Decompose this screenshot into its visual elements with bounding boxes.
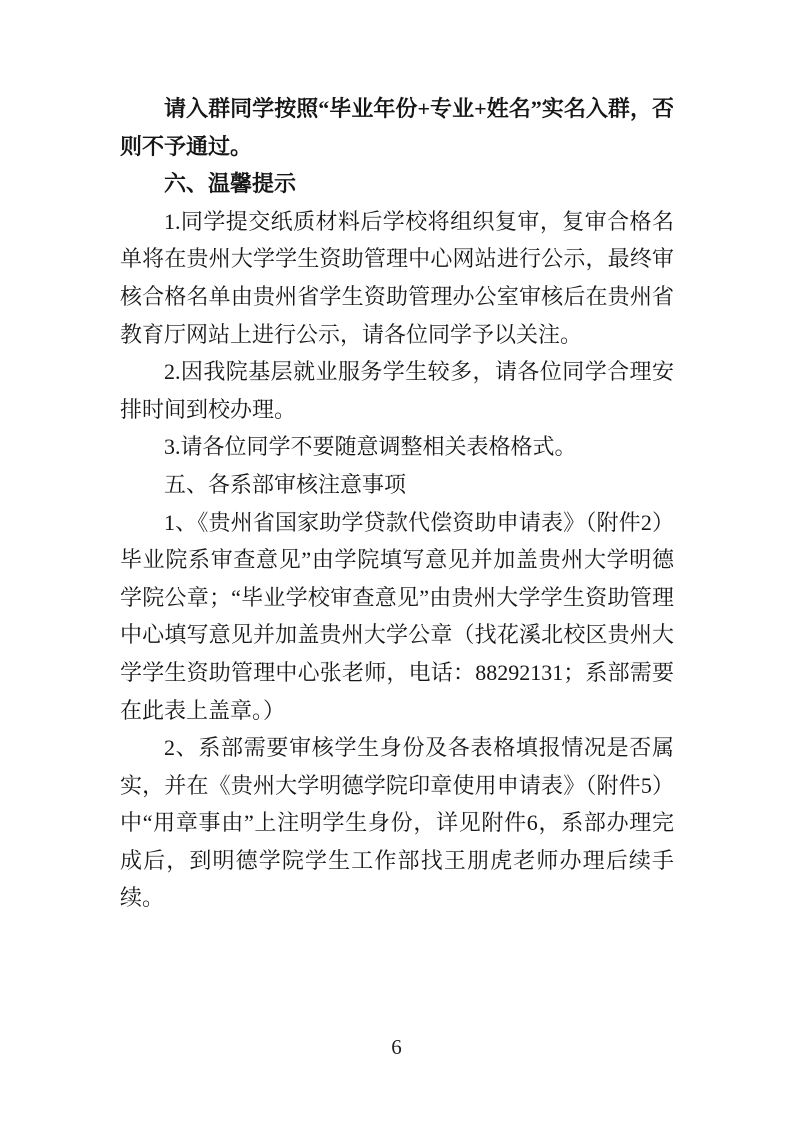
section-heading-six-warm-tips: 六、温馨提示	[164, 171, 297, 197]
paragraph-review-item-2-identity-seal: 2、系部需要审核学生身份及各表格填报情况是否属实，并在《贵州大学明德学院印章使用申请表》（附件5）中“用章事由”上注明学生身份，详见附件6，系部办理完成后，到明德学院学生工作部找王朋虎老师办理后续手续。	[120, 735, 674, 911]
paragraph-review-item-1-application-form: 1、《贵州省国家助学贷款代偿资助申请表》（附件2）毕业院系审查意见”由学院填写意见并加盖贵州大学明德学院公章；“毕业学校审查意见”由贵州大学学生资助管理中心填写意见并加盖贵州大学公章（找花溪北校区贵州大学学生资助管理中心张老师，电话：88292131；系部需要在此表上盖章。）	[120, 509, 674, 723]
document-body	[120, 90, 674, 917]
paragraph-tip-3-table-format: 3.请各位同学不要随意调整相关表格格式。	[164, 434, 577, 460]
paragraph-tip-1-review-publicity: 1.同学提交纸质材料后学校将组织复审，复审合格名单将在贵州大学学生资助管理中心网站进行公示，最终审核合格名单由贵州省学生资助管理办公室审核后在贵州省教育厅网站上进行公示，请各位同学予以关注。	[120, 208, 674, 347]
page-number: 6	[391, 1035, 402, 1059]
paragraph-group-join-notice: 请入群同学按照“毕业年份+专业+姓名”实名入群，否则不予通过。	[120, 96, 674, 159]
paragraph-tip-2-schedule: 2.因我院基层就业服务学生较多，请各位同学合理安排时间到校办理。	[120, 359, 674, 422]
section-heading-five-department-review: 五、各系部审核注意事项	[164, 471, 407, 497]
